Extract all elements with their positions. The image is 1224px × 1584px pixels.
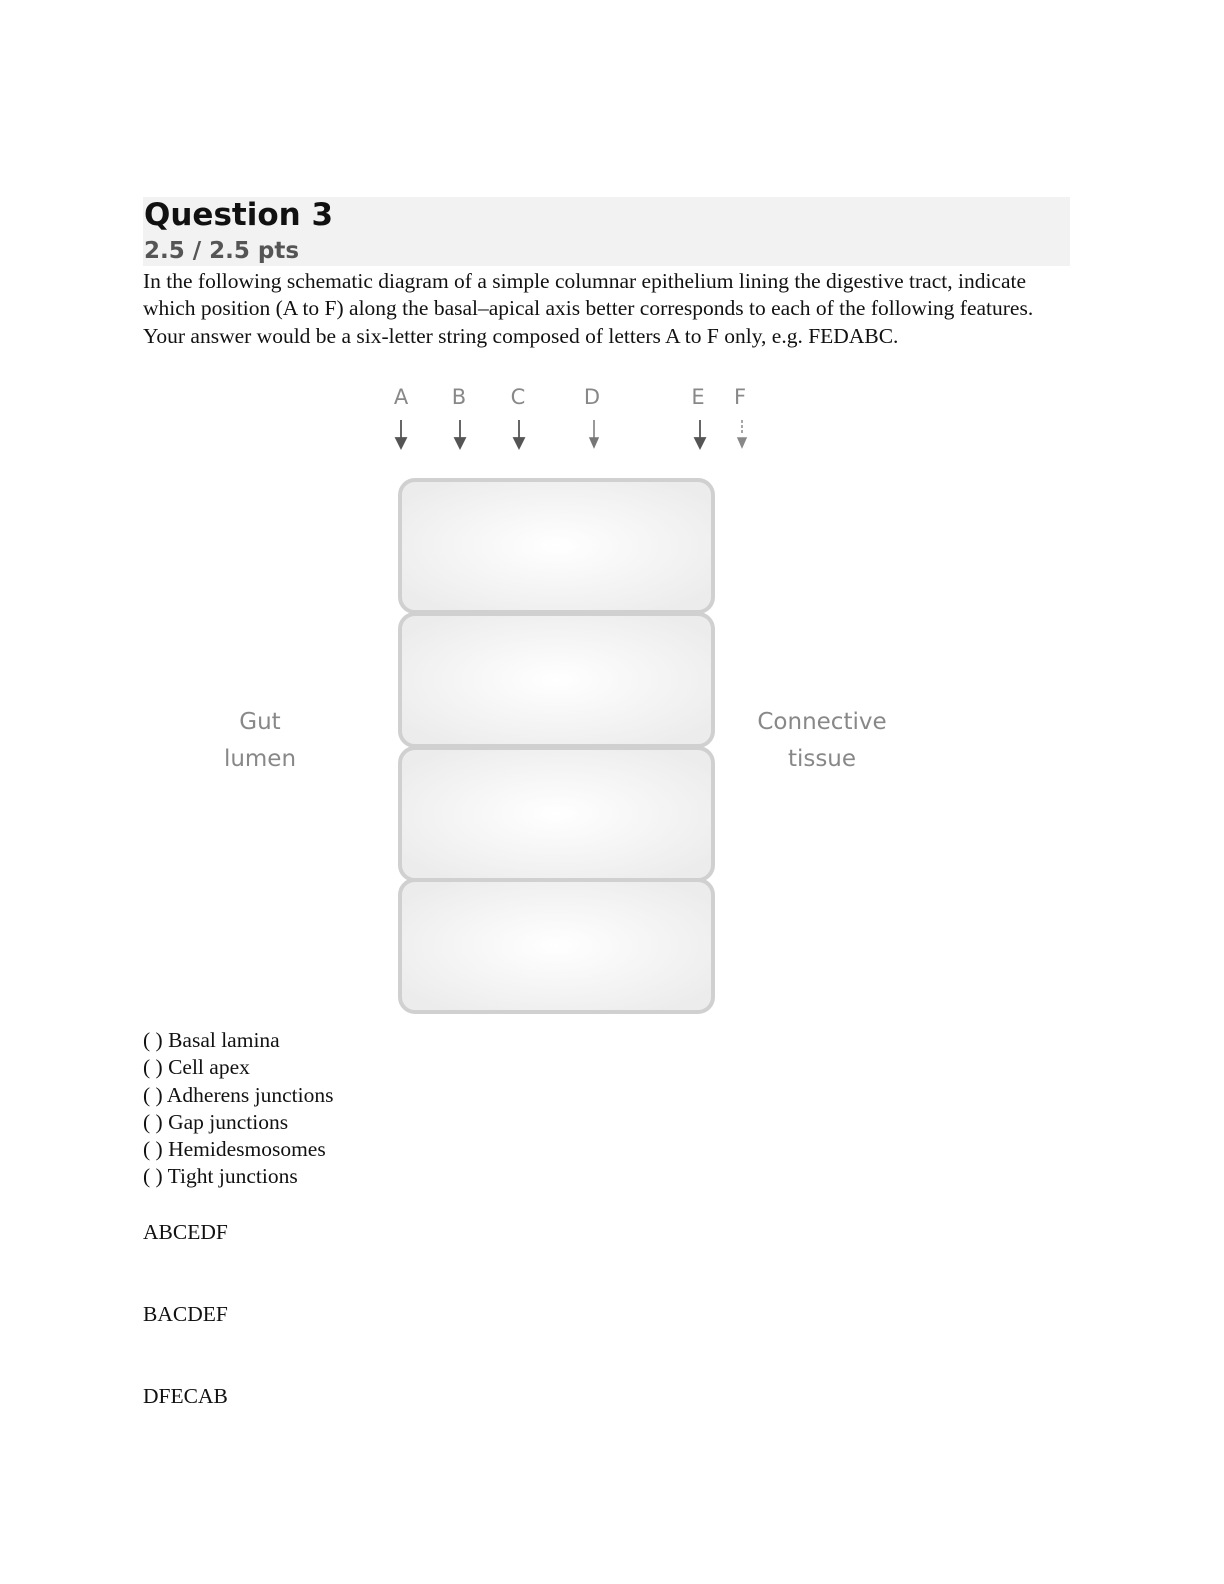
- connective-tissue-label-line1: Connective: [757, 709, 887, 735]
- question-title: Question 3: [144, 197, 334, 233]
- position-label-e: E: [691, 385, 705, 409]
- arrow-d: [590, 420, 598, 447]
- gut-lumen-label-line2: lumen: [223, 746, 297, 772]
- epithelial-cell: [400, 748, 713, 880]
- arrow-e: [695, 420, 705, 448]
- arrow-c: [514, 420, 524, 448]
- feature-item: ( ) Tight junctions: [143, 1164, 298, 1189]
- question-points: 2.5 / 2.5 pts: [144, 238, 300, 264]
- answer-choice[interactable]: ABCEDF: [143, 1220, 228, 1244]
- answer-choice[interactable]: DFECAB: [143, 1384, 228, 1408]
- epithelial-cell: [400, 880, 713, 1012]
- gut-lumen-label-line1: Gut: [239, 709, 281, 735]
- connective-tissue-label-line2: tissue: [787, 746, 857, 772]
- feature-item: ( ) Adherens junctions: [143, 1082, 334, 1107]
- epithelial-cell: [400, 614, 713, 746]
- question-text: In the following schematic diagram of a simple columnar epithelium lining the digestive tract, indicate which position (A to F) along the basal–apical axis better corresponds to each of the following features. Your answer would be a six-letter string composed of letters A to F only, e.g. FEDABC.: [143, 269, 1034, 348]
- position-label-d: D: [583, 385, 601, 409]
- feature-list: [143, 1027, 333, 1191]
- feature-item: ( ) Basal lamina: [143, 1028, 280, 1052]
- arrow-a: [396, 420, 406, 448]
- epithelial-cell: [400, 480, 713, 612]
- feature-item: ( ) Gap junctions: [143, 1109, 289, 1134]
- arrow-f: [738, 420, 746, 447]
- position-label-c: C: [510, 385, 526, 409]
- feature-item: ( ) Cell apex: [143, 1055, 250, 1080]
- position-label-a: A: [393, 385, 409, 409]
- feature-item: ( ) Hemidesmosomes: [143, 1137, 326, 1162]
- position-label-b: B: [451, 385, 467, 409]
- answer-choice[interactable]: BACDEF: [143, 1302, 228, 1326]
- position-label-f: F: [733, 385, 747, 409]
- arrow-b: [455, 420, 465, 448]
